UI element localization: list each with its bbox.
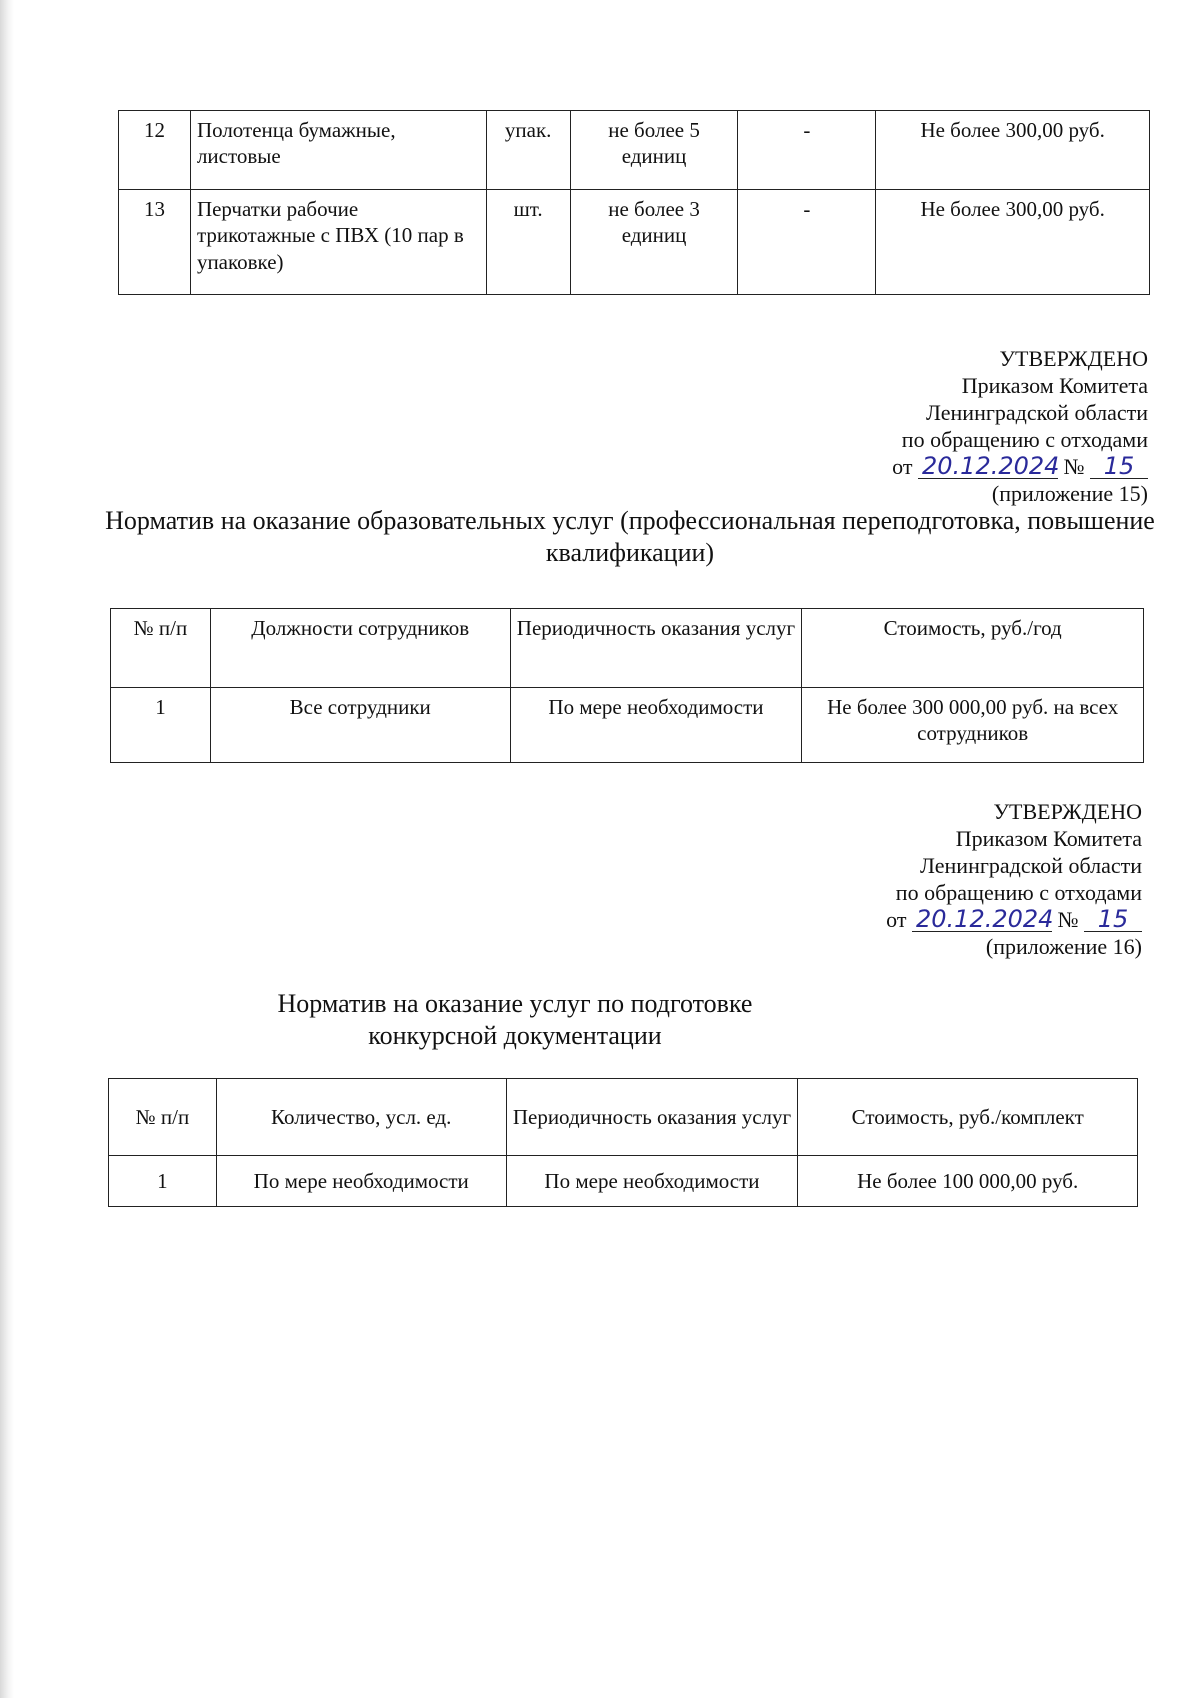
row-periodicity: По мере необходимости bbox=[510, 688, 802, 763]
table-header-row bbox=[109, 1079, 1138, 1156]
handwritten-date: 20.12.2024 bbox=[912, 907, 1052, 932]
row-quantity: По мере необходимости bbox=[216, 1156, 506, 1207]
item-dash: - bbox=[738, 190, 876, 295]
tender-docs-table bbox=[108, 1078, 1138, 1207]
approval-block-15 bbox=[892, 345, 1148, 507]
row-cost: Не более 300 000,00 руб. на всех сотрудников bbox=[802, 688, 1144, 763]
approval-block-16 bbox=[886, 798, 1142, 960]
header-cost: Стоимость, руб./год bbox=[802, 609, 1144, 688]
section-title-education: Норматив на оказание образовательных услуг (профессиональная переподготовка, повышение квалификации) bbox=[105, 506, 1155, 567]
item-unit: шт. bbox=[486, 190, 570, 295]
header-number: № п/п bbox=[109, 1079, 217, 1156]
number-sign: № bbox=[1063, 454, 1085, 479]
approved-region: Ленинградской области bbox=[920, 853, 1142, 878]
item-price: Не более 300,00 руб. bbox=[876, 190, 1150, 295]
approved-date-line bbox=[886, 906, 1142, 933]
approved-order: Приказом Комитета bbox=[955, 826, 1142, 851]
item-quantity: не более 3 единиц bbox=[570, 190, 738, 295]
row-cost: Не более 100 000,00 руб. bbox=[798, 1156, 1138, 1207]
approved-order: Приказом Комитета bbox=[961, 373, 1148, 398]
header-periodicity: Периодичность оказания услуг bbox=[506, 1079, 798, 1156]
table-header-row bbox=[111, 609, 1144, 688]
row-positions: Все сотрудники bbox=[210, 688, 510, 763]
from-label: от bbox=[886, 907, 907, 932]
table-row bbox=[119, 190, 1150, 295]
approved-label: УТВЕРЖДЕНО bbox=[999, 346, 1148, 371]
item-name: Полотенца бумажные, листовые bbox=[190, 111, 486, 190]
item-dash: - bbox=[738, 111, 876, 190]
handwritten-date: 20.12.2024 bbox=[918, 454, 1058, 479]
handwritten-number: 15 bbox=[1090, 454, 1148, 479]
item-name: Перчатки рабочие трикотажные с ПВХ (10 пар в упаковке) bbox=[190, 190, 486, 295]
approved-date-line bbox=[892, 453, 1148, 480]
from-label: от bbox=[892, 454, 913, 479]
header-cost: Стоимость, руб./комплект bbox=[798, 1079, 1138, 1156]
supplies-table bbox=[118, 110, 1150, 295]
education-table bbox=[110, 608, 1144, 763]
item-price: Не более 300,00 руб. bbox=[876, 111, 1150, 190]
section-title-tender-docs: Норматив на оказание услуг по подготовке конкурсной документации bbox=[277, 989, 753, 1050]
item-unit: упак. bbox=[486, 111, 570, 190]
row-periodicity: По мере необходимости bbox=[506, 1156, 798, 1207]
table-row bbox=[109, 1156, 1138, 1207]
approved-region: Ленинградской области bbox=[926, 400, 1148, 425]
header-number: № п/п bbox=[111, 609, 211, 688]
appendix-label: (приложение 15) bbox=[991, 481, 1148, 506]
header-positions: Должности сотрудников bbox=[210, 609, 510, 688]
row-number: 1 bbox=[109, 1156, 217, 1207]
scan-edge bbox=[0, 0, 14, 1698]
table-row bbox=[111, 688, 1144, 763]
row-number: 1 bbox=[111, 688, 211, 763]
item-quantity: не более 5 единиц bbox=[570, 111, 738, 190]
handwritten-number: 15 bbox=[1084, 907, 1142, 932]
approved-label: УТВЕРЖДЕНО bbox=[993, 799, 1142, 824]
row-number: 13 bbox=[119, 190, 191, 295]
header-quantity: Количество, усл. ед. bbox=[216, 1079, 506, 1156]
table-row bbox=[119, 111, 1150, 190]
number-sign: № bbox=[1057, 907, 1079, 932]
row-number: 12 bbox=[119, 111, 191, 190]
approved-committee: по обращению с отходами bbox=[895, 880, 1142, 905]
header-periodicity: Периодичность оказания услуг bbox=[510, 609, 802, 688]
appendix-label: (приложение 16) bbox=[985, 934, 1142, 959]
approved-committee: по обращению с отходами bbox=[901, 427, 1148, 452]
